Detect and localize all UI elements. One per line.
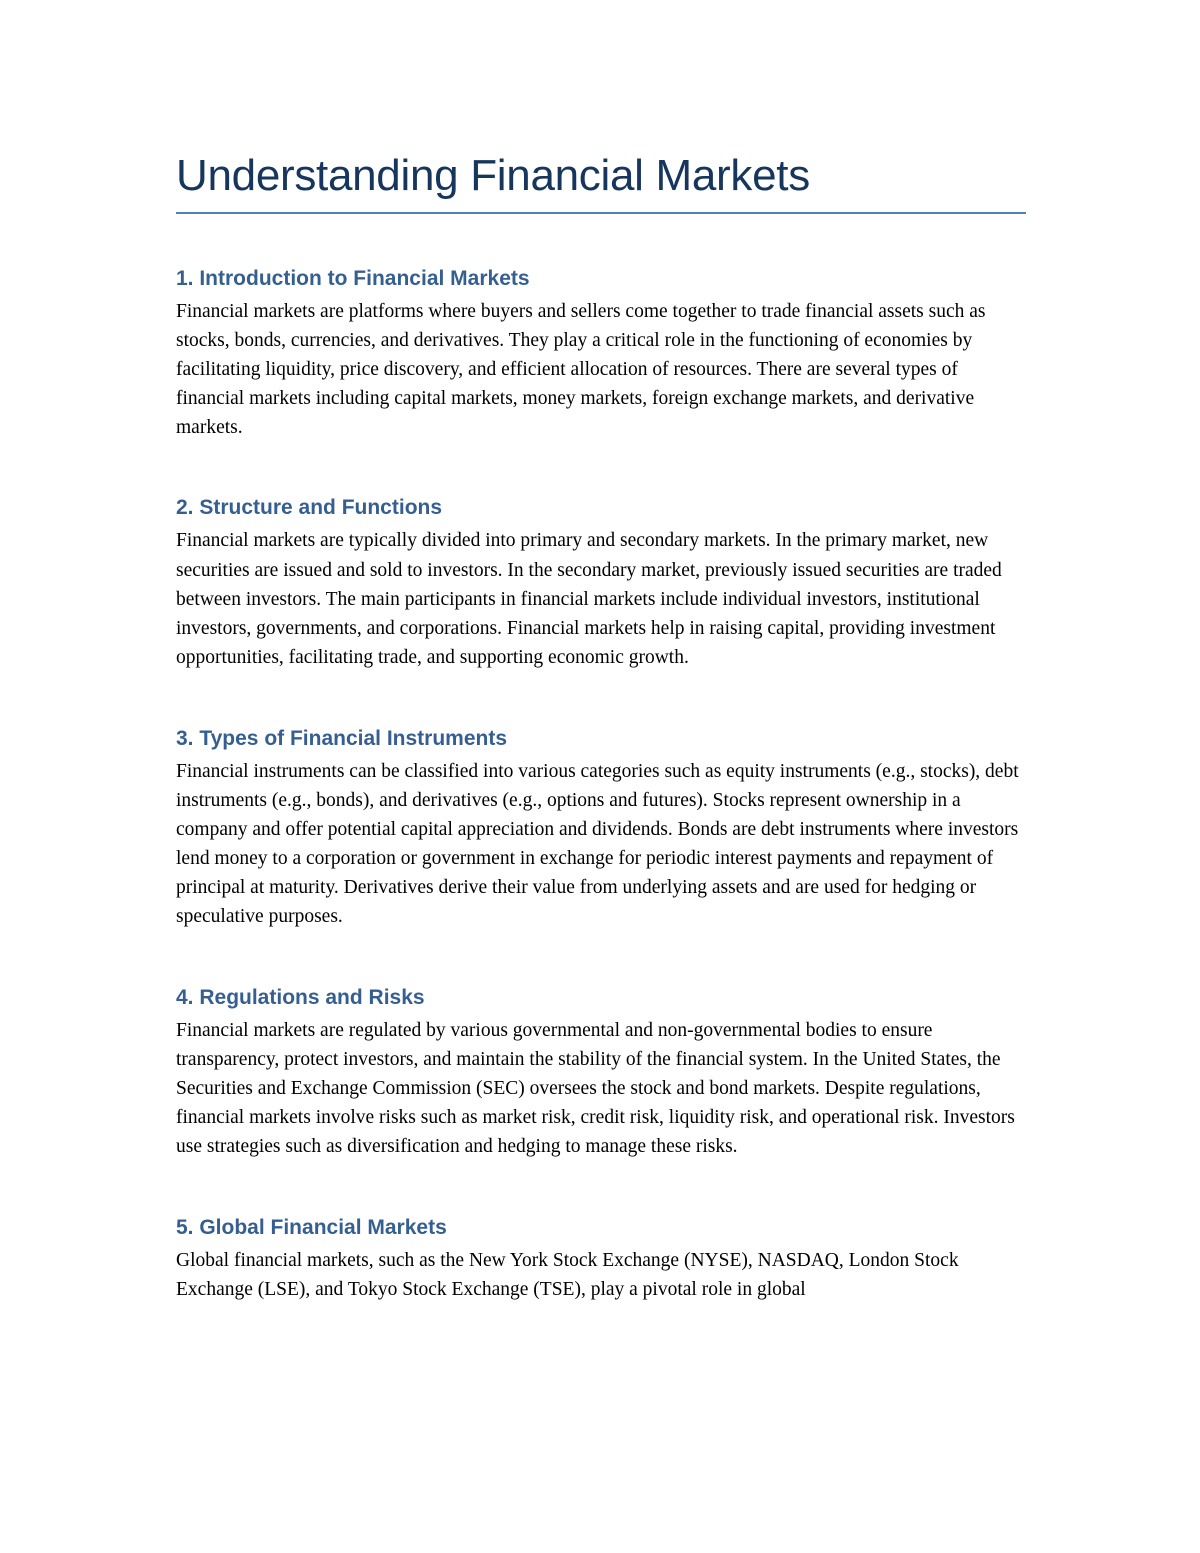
section-heading: 5. Global Financial Markets (176, 1215, 447, 1239)
section-paragraph: Global financial markets, such as the New York Stock Exchange (NYSE), NASDAQ, London Stock Exchange (LSE), and Tokyo Stock Exchange (TSE), play a pivotal role in global (176, 1249, 959, 1301)
section-introduction (176, 264, 1026, 442)
section-structure-and-functions (176, 493, 1026, 671)
section-paragraph: Financial markets are regulated by various governmental and non-governmental bodies to ensure transparency, protect investors, and maintain the stability of the financial system. In the United States, the Securities and Exchange Commission (SEC) oversees the stock and bond markets. Despite regulations, financial markets involve risks such as market risk, credit risk, liquidity risk, and operational risk. Investors use strategies such as diversification and hedging to manage these risks. (176, 1019, 1015, 1157)
document-title: Understanding Financial Markets (176, 146, 1026, 214)
document-page (176, 146, 1026, 1304)
section-global-markets (176, 1213, 1026, 1304)
section-heading: 3. Types of Financial Instruments (176, 726, 508, 750)
section-paragraph: Financial instruments can be classified into various categories such as equity instruments (e.g., stocks), debt instruments (e.g., bonds), and derivatives (e.g., options and futures). Stocks represent ownership in a company and offer potential capital appreciation and dividends. Bonds are debt instruments where investors lend money to a corporation or government in exchange for periodic interest payments and repayment of principal at maturity. Derivatives derive their value from underlying assets and are used for hedging or speculative purposes. (176, 760, 1019, 928)
section-regulations-and-risks (176, 983, 1026, 1161)
section-paragraph: Financial markets are typically divided into primary and secondary markets. In the primary market, new securities are issued and sold to investors. In the secondary market, previously issued securities are traded between investors. The main participants in financial markets include individual investors, institutional investors, governments, and corporations. Financial markets help in raising capital, providing investment opportunities, facilitating trade, and supporting economic growth. (176, 530, 1002, 668)
section-heading: 1. Introduction to Financial Markets (176, 267, 530, 290)
section-heading: 2. Structure and Functions (176, 496, 443, 520)
section-types-of-instruments (176, 724, 1026, 932)
section-paragraph: Financial markets are platforms where buyers and sellers come together to trade financial assets such as stocks, bonds, currencies, and derivatives. They play a critical role in the functioning of economies by facilitating liquidity, price discovery, and efficient allocation of resources. There are several types of financial markets including capital markets, money markets, foreign exchange markets, and derivative markets. (176, 301, 986, 439)
section-heading: 4. Regulations and Risks (176, 985, 425, 1009)
